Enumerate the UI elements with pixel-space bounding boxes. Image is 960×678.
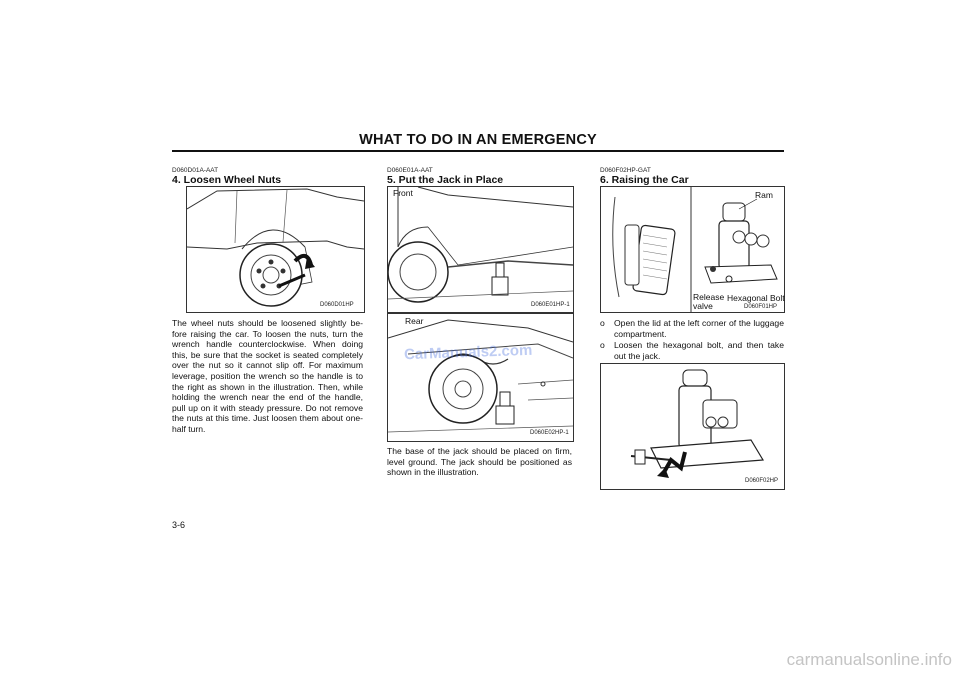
instruction-list bbox=[600, 318, 784, 362]
section-heading: 5. Put the Jack in Place bbox=[387, 174, 504, 186]
page-number: 3-6 bbox=[172, 520, 186, 530]
footer-watermark: carmanualsonline.info bbox=[786, 650, 952, 669]
jack-removal-illustration bbox=[600, 363, 785, 490]
list-item: o Open the lid at the left corner of the luggage compartment. bbox=[600, 318, 784, 339]
section-code: D060E01A-AAT bbox=[387, 167, 433, 174]
section-heading: 4. Loosen Wheel Nuts bbox=[172, 174, 282, 186]
ram-label: Ram bbox=[755, 190, 773, 200]
section-code: D060F02HP-GAT bbox=[600, 167, 651, 174]
watermark-text: CarManuals2.com bbox=[403, 341, 533, 364]
front-label: Front bbox=[393, 188, 413, 198]
rear-label: Rear bbox=[405, 316, 424, 326]
body-text: The wheel nuts should be loosened slightly be-fore raising the car. To loosen the nuts, turn the wrench handle counterclockwise. When doing this, be sure that the socket is seated completely over the nut so it cannot slip off. For maximum leverage, position the wrench so the handle is to the right as shown in the illustration. Then, while holding the wrench near the end of the handle, pull up on it with steady pressure. Do not remove the nuts at this time. Just loosen them about one-half turn. bbox=[172, 318, 363, 434]
list-item: o Loosen the hexagonal bolt, and then take out the jack. bbox=[600, 340, 784, 361]
jack-front-illustration bbox=[387, 186, 574, 313]
section-code: D060D01A-AAT bbox=[172, 167, 219, 174]
wheel-nuts-illustration bbox=[186, 186, 365, 313]
header-rule bbox=[172, 150, 784, 152]
figure-code: D060D01HP bbox=[320, 302, 354, 308]
hexagonal-bolt-label: Hexagonal Bolt bbox=[727, 293, 785, 303]
figure-code: D060E01HP-1 bbox=[531, 302, 570, 308]
body-text: The base of the jack should be placed on firm, level ground. The jack should be positioned as shown in the illustration. bbox=[387, 446, 572, 478]
page-header-title: WHAT TO DO IN AN EMERGENCY bbox=[359, 132, 597, 148]
figure-code: D060F02HP bbox=[745, 478, 779, 484]
release-valve-label: Release bbox=[693, 292, 725, 302]
figure-code: D060F01HP bbox=[744, 304, 778, 310]
section-heading: 6. Raising the Car bbox=[600, 174, 689, 186]
figure-code: D060E02HP-1 bbox=[530, 430, 569, 436]
jack-rear-illustration bbox=[387, 313, 574, 442]
release-valve-label: valve bbox=[693, 301, 713, 311]
